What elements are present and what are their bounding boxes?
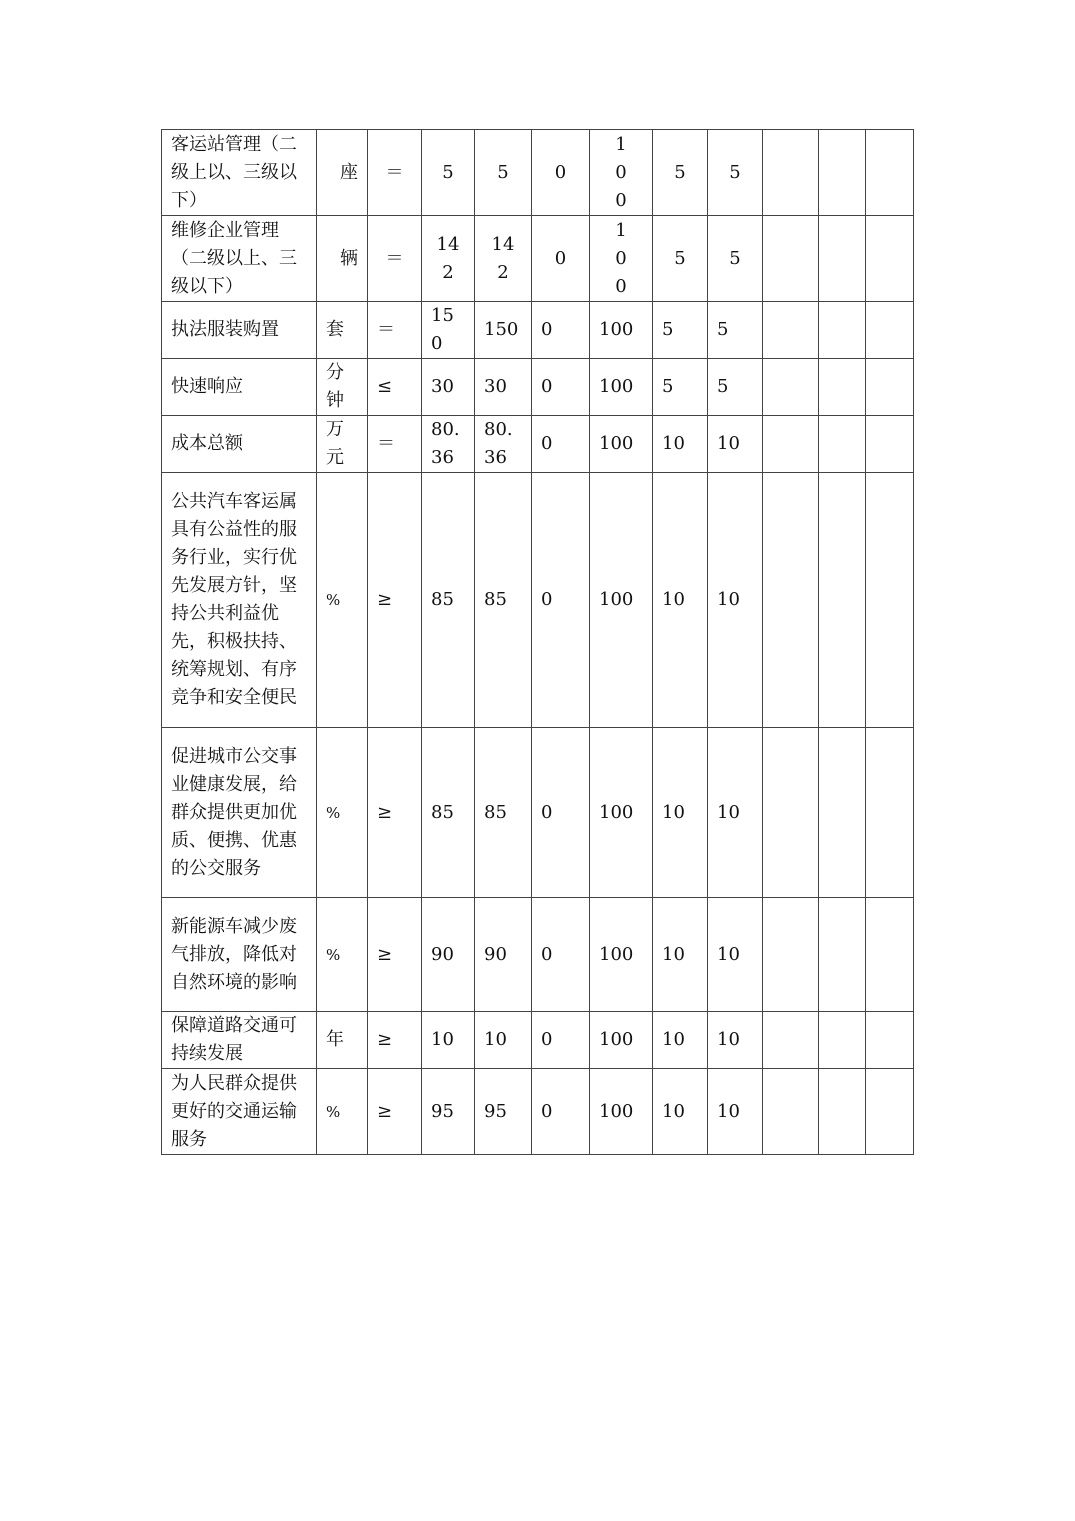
empty-cell: [819, 473, 866, 728]
target-value-cell: 90: [422, 898, 475, 1012]
weight-cell: 5: [653, 359, 708, 416]
empty-cell: [866, 130, 914, 216]
empty-cell: [763, 216, 819, 302]
table-row: [162, 416, 914, 473]
empty-cell: [819, 728, 866, 898]
indicator-cell: 促进城市公交事业健康发展，给群众提供更加优质、便携、优惠的公交服务: [162, 728, 317, 898]
completion-rate-cell: 100: [590, 416, 653, 473]
actual-value-cell: 150: [475, 302, 532, 359]
empty-cell: [763, 898, 819, 1012]
indicator-cell: 为人民群众提供更好的交通运输服务: [162, 1069, 317, 1155]
actual-value-cell: 85: [475, 728, 532, 898]
target-value-cell: 85: [422, 473, 475, 728]
weight-cell: 10: [653, 1069, 708, 1155]
empty-cell: [763, 416, 819, 473]
target-value-cell: 30: [422, 359, 475, 416]
score-cell: 10: [708, 728, 763, 898]
empty-cell: [866, 216, 914, 302]
unit-cell: 分钟: [317, 359, 368, 416]
target-value-cell: 10: [422, 1012, 475, 1069]
table-row: [162, 130, 914, 216]
deviation-cell: 0: [532, 898, 590, 1012]
actual-value-cell: 10: [475, 1012, 532, 1069]
empty-cell: [819, 1069, 866, 1155]
completion-rate-cell: 100: [590, 130, 653, 216]
score-cell: 5: [708, 359, 763, 416]
unit-cell: %: [317, 728, 368, 898]
operator-cell: ＝: [368, 416, 422, 473]
score-cell: 10: [708, 416, 763, 473]
indicator-cell: 新能源车减少废气排放，降低对自然环境的影响: [162, 898, 317, 1012]
score-cell: 5: [708, 130, 763, 216]
score-cell: 10: [708, 1069, 763, 1155]
actual-value-cell: 90: [475, 898, 532, 1012]
empty-cell: [866, 1069, 914, 1155]
table-row: [162, 1012, 914, 1069]
deviation-cell: 0: [532, 1069, 590, 1155]
weight-cell: 10: [653, 728, 708, 898]
completion-rate-cell: 100: [590, 473, 653, 728]
score-cell: 5: [708, 302, 763, 359]
empty-cell: [763, 728, 819, 898]
table-row: [162, 359, 914, 416]
empty-cell: [866, 416, 914, 473]
operator-cell: ＝: [368, 216, 422, 302]
weight-cell: 10: [653, 473, 708, 728]
target-value-cell: 85: [422, 728, 475, 898]
empty-cell: [763, 1012, 819, 1069]
deviation-cell: 0: [532, 473, 590, 728]
empty-cell: [866, 359, 914, 416]
weight-cell: 5: [653, 302, 708, 359]
empty-cell: [866, 473, 914, 728]
empty-cell: [763, 130, 819, 216]
indicator-table: [161, 129, 914, 1155]
operator-cell: ≥: [368, 1012, 422, 1069]
unit-cell: %: [317, 473, 368, 728]
indicator-cell: 公共汽车客运属具有公益性的服务行业，实行优先发展方针，坚持公共利益优先，积极扶持、统筹规划、有序竞争和安全便民: [162, 473, 317, 728]
unit-cell: 套: [317, 302, 368, 359]
actual-value-cell: 95: [475, 1069, 532, 1155]
operator-cell: ≤: [368, 359, 422, 416]
indicator-cell: 执法服装购置: [162, 302, 317, 359]
empty-cell: [819, 302, 866, 359]
unit-cell: 辆: [317, 216, 368, 302]
actual-value-cell: 30: [475, 359, 532, 416]
target-value-cell: 5: [422, 130, 475, 216]
deviation-cell: 0: [532, 1012, 590, 1069]
target-value-cell: 80.36: [422, 416, 475, 473]
empty-cell: [819, 130, 866, 216]
empty-cell: [763, 1069, 819, 1155]
unit-cell: 年: [317, 1012, 368, 1069]
deviation-cell: 0: [532, 359, 590, 416]
target-value-cell: 142: [422, 216, 475, 302]
empty-cell: [763, 302, 819, 359]
actual-value-cell: 85: [475, 473, 532, 728]
operator-cell: ≥: [368, 473, 422, 728]
table-row: [162, 1069, 914, 1155]
completion-rate-cell: 100: [590, 1012, 653, 1069]
completion-rate-cell: 100: [590, 1069, 653, 1155]
empty-cell: [819, 359, 866, 416]
empty-cell: [763, 359, 819, 416]
empty-cell: [819, 416, 866, 473]
indicator-cell: 维修企业管理（二级以上、三级以下）: [162, 216, 317, 302]
operator-cell: ≥: [368, 1069, 422, 1155]
table-row: [162, 898, 914, 1012]
target-value-cell: 150: [422, 302, 475, 359]
empty-cell: [763, 473, 819, 728]
empty-cell: [866, 898, 914, 1012]
completion-rate-cell: 100: [590, 302, 653, 359]
score-cell: 10: [708, 898, 763, 1012]
indicator-cell: 成本总额: [162, 416, 317, 473]
operator-cell: ＝: [368, 302, 422, 359]
table-row: [162, 302, 914, 359]
unit-cell: 座: [317, 130, 368, 216]
empty-cell: [866, 728, 914, 898]
completion-rate-cell: 100: [590, 359, 653, 416]
empty-cell: [866, 302, 914, 359]
weight-cell: 10: [653, 898, 708, 1012]
unit-cell: %: [317, 1069, 368, 1155]
empty-cell: [819, 216, 866, 302]
weight-cell: 10: [653, 1012, 708, 1069]
table-row: [162, 473, 914, 728]
weight-cell: 5: [653, 216, 708, 302]
table-row: [162, 728, 914, 898]
deviation-cell: 0: [532, 416, 590, 473]
operator-cell: ≥: [368, 898, 422, 1012]
target-value-cell: 95: [422, 1069, 475, 1155]
completion-rate-cell: 100: [590, 216, 653, 302]
deviation-cell: 0: [532, 302, 590, 359]
indicator-cell: 保障道路交通可持续发展: [162, 1012, 317, 1069]
empty-cell: [866, 1012, 914, 1069]
completion-rate-cell: 100: [590, 728, 653, 898]
actual-value-cell: 142: [475, 216, 532, 302]
table-row: [162, 216, 914, 302]
deviation-cell: 0: [532, 130, 590, 216]
weight-cell: 10: [653, 416, 708, 473]
actual-value-cell: 5: [475, 130, 532, 216]
score-cell: 10: [708, 1012, 763, 1069]
unit-cell: 万元: [317, 416, 368, 473]
actual-value-cell: 80.36: [475, 416, 532, 473]
operator-cell: ＝: [368, 130, 422, 216]
operator-cell: ≥: [368, 728, 422, 898]
completion-rate-cell: 100: [590, 898, 653, 1012]
indicator-cell: 客运站管理（二级上以、三级以下）: [162, 130, 317, 216]
deviation-cell: 0: [532, 216, 590, 302]
score-cell: 10: [708, 473, 763, 728]
score-cell: 5: [708, 216, 763, 302]
empty-cell: [819, 1012, 866, 1069]
empty-cell: [819, 898, 866, 1012]
unit-cell: %: [317, 898, 368, 1012]
indicator-cell: 快速响应: [162, 359, 317, 416]
weight-cell: 5: [653, 130, 708, 216]
deviation-cell: 0: [532, 728, 590, 898]
